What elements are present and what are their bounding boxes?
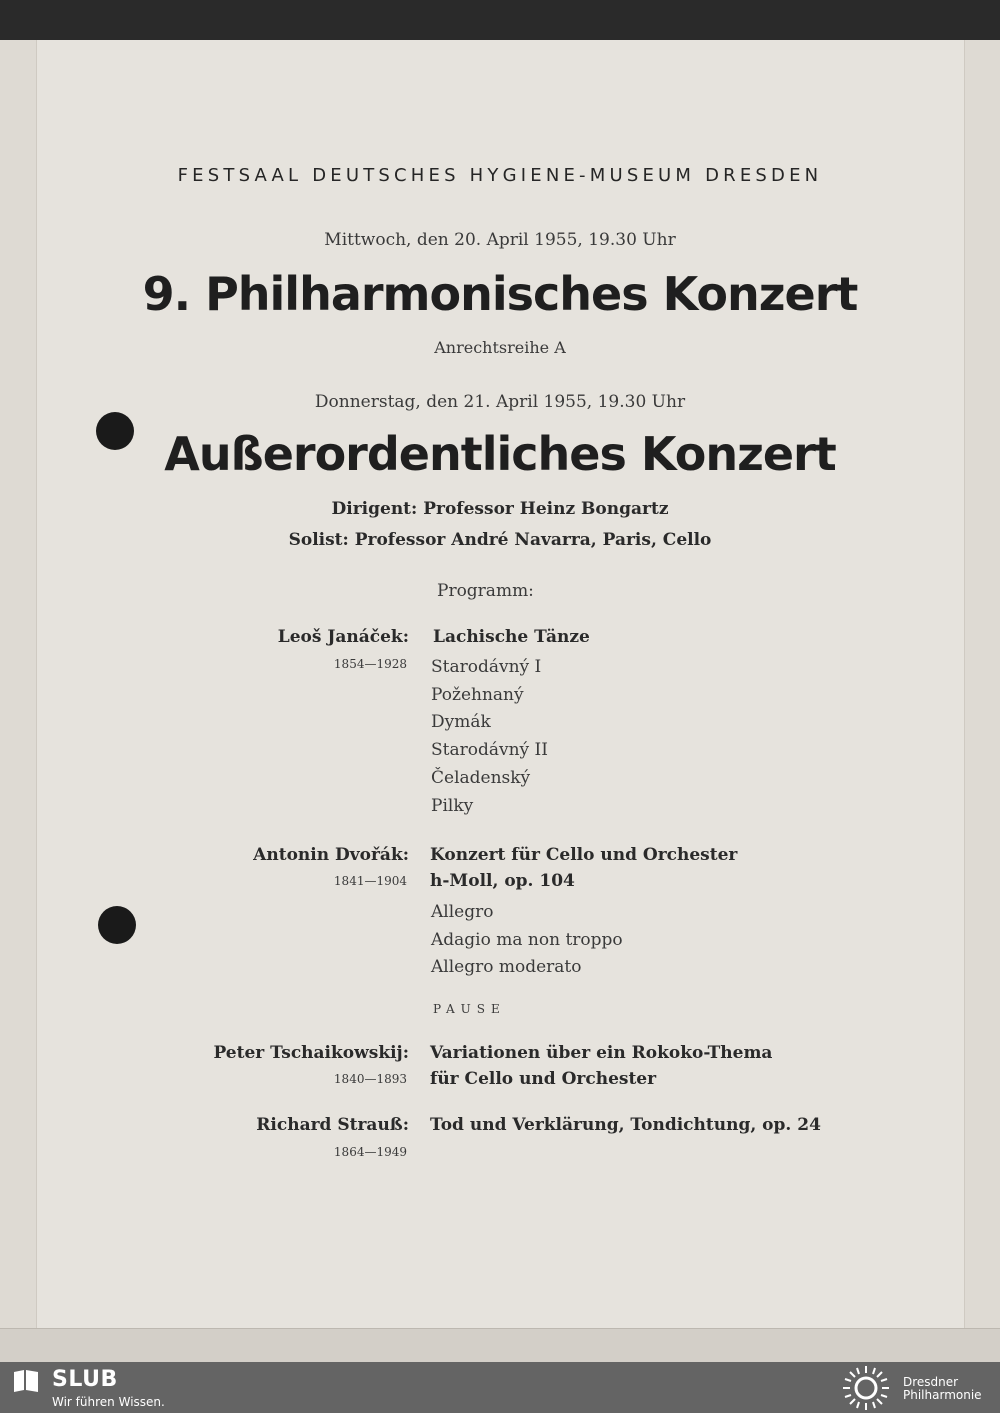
composer-years: 1841—1904 [333, 874, 407, 888]
punch-hole-lower [98, 906, 136, 944]
work-title: Variationen über ein Rokoko-Thema [430, 1043, 773, 1063]
concert2-date: Donnerstag, den 21. April 1955, 19.30 Uhr [314, 392, 686, 412]
composer-name: Antonin Dvořák: [253, 845, 409, 865]
movement: Dymák [431, 712, 491, 732]
slub-book-icon[interactable] [12, 1369, 40, 1393]
conductor-credit: Dirigent: Professor Heinz Bongartz [331, 499, 669, 519]
composer-years: 1840—1893 [333, 1072, 407, 1086]
work-title-line2: für Cello und Orchester [430, 1069, 657, 1089]
soloist-credit: Solist: Professor André Navarra, Paris, Cello [288, 530, 712, 550]
partner-line1: Dresdner [903, 1375, 959, 1389]
composer-years: 1864—1949 [333, 1145, 407, 1159]
pause-label: PAUSE [433, 1002, 506, 1016]
movement: Požehnaný [431, 685, 524, 705]
philharmonie-wordmark[interactable] [903, 1376, 982, 1402]
work-title-line2: h-Moll, op. 104 [430, 871, 575, 891]
top-dark-border [0, 0, 1000, 40]
partner-line2: Philharmonie [903, 1388, 982, 1402]
concert1-title: 9. Philharmonisches Konzert [142, 267, 858, 321]
composer-name: Richard Strauß: [256, 1115, 409, 1135]
program-heading: Programm: [437, 581, 534, 601]
work-title: Lachische Tänze [433, 627, 590, 647]
movement: Starodávný I [431, 657, 542, 677]
work-title: Tod und Verklärung, Tondichtung, op. 24 [430, 1115, 821, 1135]
concert2-title: Außerordentliches Konzert [164, 427, 836, 481]
movement: Čeladenský [431, 768, 531, 788]
concert1-date: Mittwoch, den 20. April 1955, 19.30 Uhr [324, 230, 676, 250]
movement: Pilky [431, 796, 474, 816]
slub-claim: Wir führen Wissen. [52, 1395, 165, 1409]
slub-logo-text[interactable]: SLUB [52, 1367, 118, 1392]
venue-heading: FESTSAAL DEUTSCHES HYGIENE-MUSEUM DRESDEN [177, 165, 823, 186]
concert1-series: Anrechtsreihe A [434, 338, 566, 357]
bottom-fold-edge [0, 1328, 1000, 1363]
philharmonie-sun-icon[interactable] [840, 1364, 892, 1412]
composer-name: Leoš Janáček: [277, 627, 409, 647]
composer-years: 1854—1928 [333, 657, 407, 671]
movement: Allegro [431, 902, 494, 922]
composer-name: Peter Tschaikowskij: [213, 1043, 409, 1063]
work-title: Konzert für Cello und Orchester [430, 845, 738, 865]
movement: Starodávný II [431, 740, 548, 760]
movement: Allegro moderato [431, 957, 582, 977]
movement: Adagio ma non troppo [431, 930, 623, 950]
footer-bar [0, 1362, 1000, 1413]
